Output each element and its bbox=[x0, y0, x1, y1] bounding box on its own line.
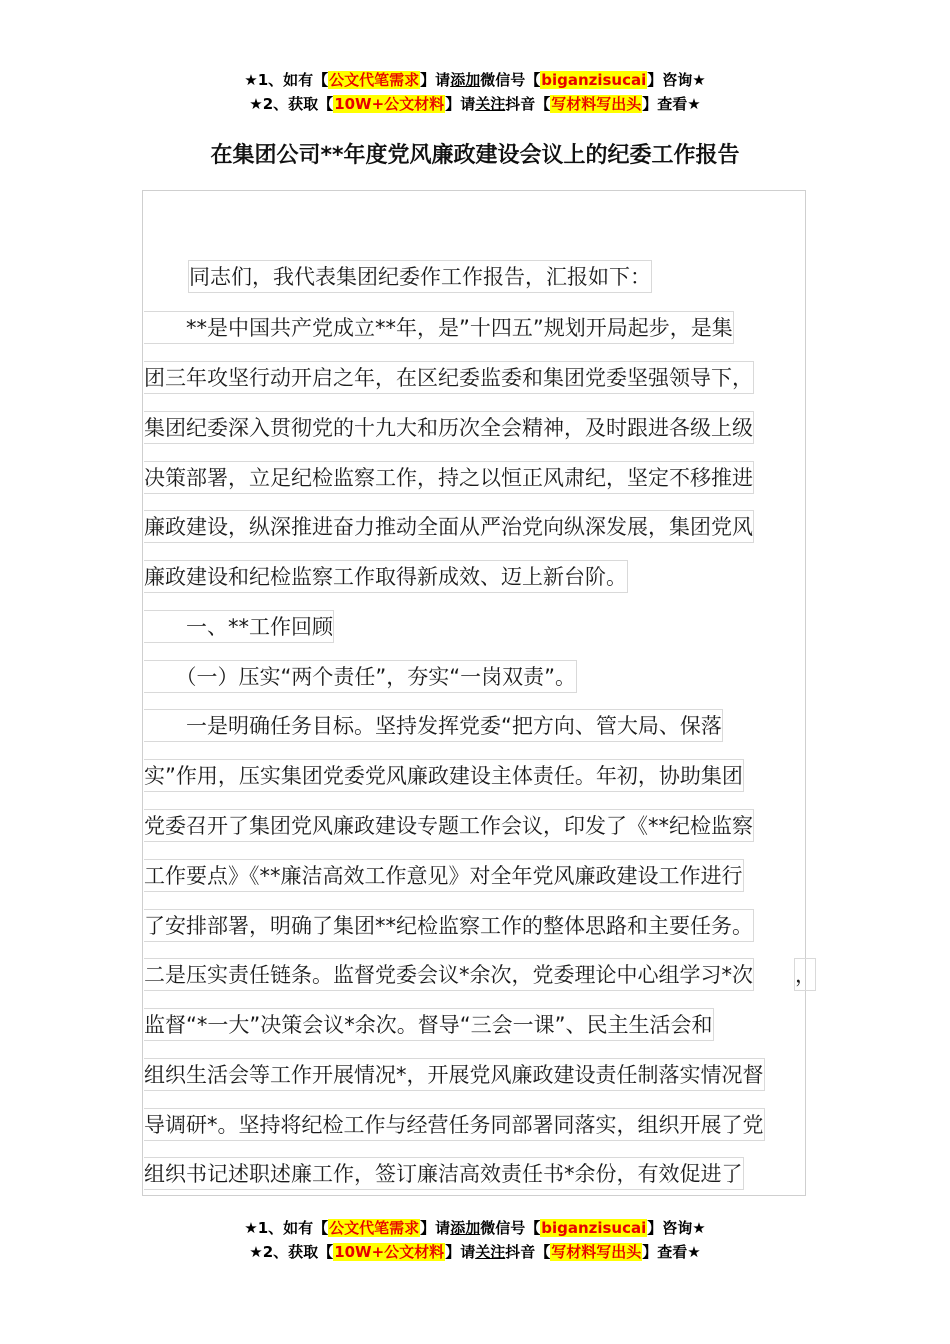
promo-highlight: 10W+公文材料 bbox=[334, 1243, 445, 1261]
body-line: 监督“*一大”决策会议*余次。督导“三会一课”、民主生活会和 bbox=[144, 1008, 714, 1041]
promo-underline: 添加 bbox=[450, 71, 481, 89]
promo-text: 】请 bbox=[445, 1243, 476, 1261]
promo-line-1 bbox=[0, 1216, 950, 1240]
document-title: 在集团公司**年度党风廉政建设会议上的纪委工作报告 bbox=[210, 143, 740, 168]
subsection-heading: （一）压实“两个责任”，夯实“一岗双责”。 bbox=[144, 660, 577, 693]
promo-header bbox=[0, 68, 950, 116]
body-line: 团三年攻坚行动开启之年，在区纪委监委和集团党委坚强领导下， bbox=[144, 361, 754, 394]
promo-text: ★1、如有【 bbox=[244, 71, 329, 89]
body-line: 了安排部署，明确了集团**纪检监察工作的整体思路和主要任务。 bbox=[144, 909, 754, 942]
promo-text: 】请 bbox=[420, 1219, 451, 1237]
body-line-fragment: ， bbox=[794, 958, 816, 991]
body-line: 同志们，我代表集团纪委作工作报告，汇报如下： bbox=[188, 260, 652, 293]
promo-text: 抖音【 bbox=[505, 95, 551, 113]
promo-underline: 关注 bbox=[475, 1243, 506, 1261]
promo-text: 】请 bbox=[420, 71, 451, 89]
promo-highlight: 公文代笔需求 bbox=[329, 1219, 420, 1237]
body-line: 组织书记述职述廉工作，签订廉洁高效责任书*余份，有效促进了 bbox=[144, 1157, 744, 1190]
body-line: 廉政建设，纵深推进奋力推动全面从严治党向纵深发展，集团党风 bbox=[144, 510, 754, 543]
promo-highlight: 写材料写出头 bbox=[551, 95, 642, 113]
promo-underline: 添加 bbox=[450, 1219, 481, 1237]
promo-text: ★2、获取【 bbox=[249, 1243, 334, 1261]
body-line: 党委召开了集团党风廉政建设专题工作会议，印发了《**纪检监察 bbox=[144, 809, 754, 842]
promo-text: 】请 bbox=[445, 95, 476, 113]
promo-text: ★1、如有【 bbox=[244, 1219, 329, 1237]
promo-text: 】咨询★ bbox=[647, 71, 706, 89]
body-line: **是中国共产党成立**年，是”十四五”规划开局起步，是集 bbox=[144, 311, 734, 344]
body-line: 导调研*。坚持将纪检工作与经营任务同部署同落实，组织开展了党 bbox=[144, 1108, 765, 1141]
promo-line-2 bbox=[0, 92, 950, 116]
body-line: 廉政建设和纪检监察工作取得新成效、迈上新台阶。 bbox=[144, 560, 628, 593]
body-line: 集团纪委深入贯彻党的十九大和历次全会精神，及时跟进各级上级 bbox=[144, 411, 754, 444]
promo-highlight: 写材料写出头 bbox=[551, 1243, 642, 1261]
body-line: 工作要点》《**廉洁高效工作意见》对全年党风廉政建设工作进行 bbox=[144, 859, 744, 892]
promo-text: 微信号【 bbox=[480, 71, 541, 89]
promo-line-1 bbox=[0, 68, 950, 92]
promo-highlight: 10W+公文材料 bbox=[334, 95, 445, 113]
promo-text: 微信号【 bbox=[480, 1219, 541, 1237]
body-line: 实”作用，压实集团党委党风廉政建设主体责任。年初，协助集团 bbox=[144, 759, 744, 792]
promo-text: 】查看★ bbox=[642, 95, 701, 113]
body-line: 二是压实责任链条。监督党委会议*余次，党委理论中心组学习*次 bbox=[144, 958, 754, 991]
promo-highlight: 公文代笔需求 bbox=[329, 71, 420, 89]
body-line: 组织生活会等工作开展情况*，开展党风廉政建设责任制落实情况督 bbox=[144, 1058, 765, 1091]
promo-text: 】查看★ bbox=[642, 1243, 701, 1261]
promo-highlight: biganzisucai bbox=[541, 1219, 647, 1237]
promo-text: 抖音【 bbox=[505, 1243, 551, 1261]
promo-underline: 关注 bbox=[475, 95, 506, 113]
promo-text: ★2、获取【 bbox=[249, 95, 334, 113]
body-line: 决策部署，立足纪检监察工作，持之以恒正风肃纪，坚定不移推进 bbox=[144, 461, 754, 494]
promo-footer bbox=[0, 1216, 950, 1264]
promo-highlight: biganzisucai bbox=[541, 71, 647, 89]
section-heading: 一、**工作回顾 bbox=[144, 610, 334, 643]
promo-line-2 bbox=[0, 1240, 950, 1264]
promo-text: 】咨询★ bbox=[647, 1219, 706, 1237]
body-line: 一是明确任务目标。坚持发挥党委“把方向、管大局、保落 bbox=[144, 709, 723, 742]
